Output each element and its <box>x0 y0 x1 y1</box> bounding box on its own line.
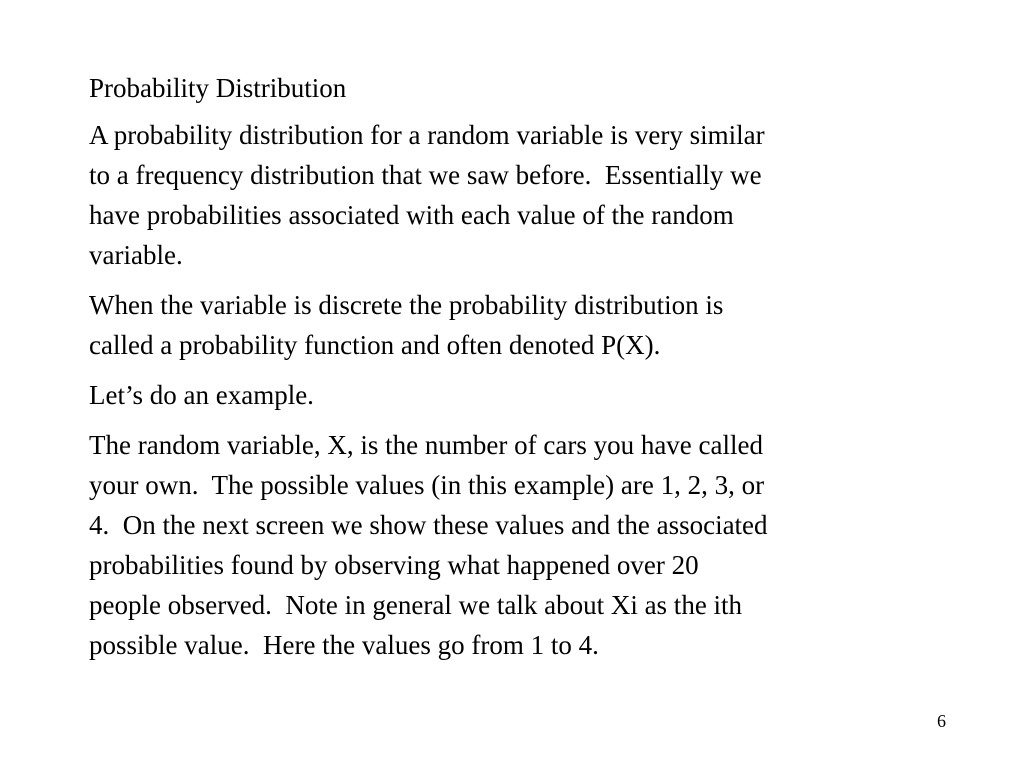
paragraph-definition: A probability distribution for a random variable is very similar to a frequency distribution that we saw before. Essentially we have probabilities associated with each value of the random variable. <box>89 120 765 270</box>
slide-title: Probability Distribution <box>89 73 347 103</box>
paragraph-example-details: The random variable, X, is the number of cars you have called your own. The possible values (in this example) are 1, 2, 3, or 4. On the next screen we show these values and the associated probabilities found by observing what happened over 20 people observed. Note in general we talk about Xi as the ith possible value. Here the values go from 1 to 4. <box>89 430 768 660</box>
page-number: 6 <box>937 711 946 731</box>
paragraph-example-intro: Let’s do an example. <box>89 380 314 410</box>
paragraph-discrete: When the variable is discrete the probability distribution is called a probability function and often denoted P(X). <box>89 290 724 360</box>
slide-content <box>89 70 949 675</box>
